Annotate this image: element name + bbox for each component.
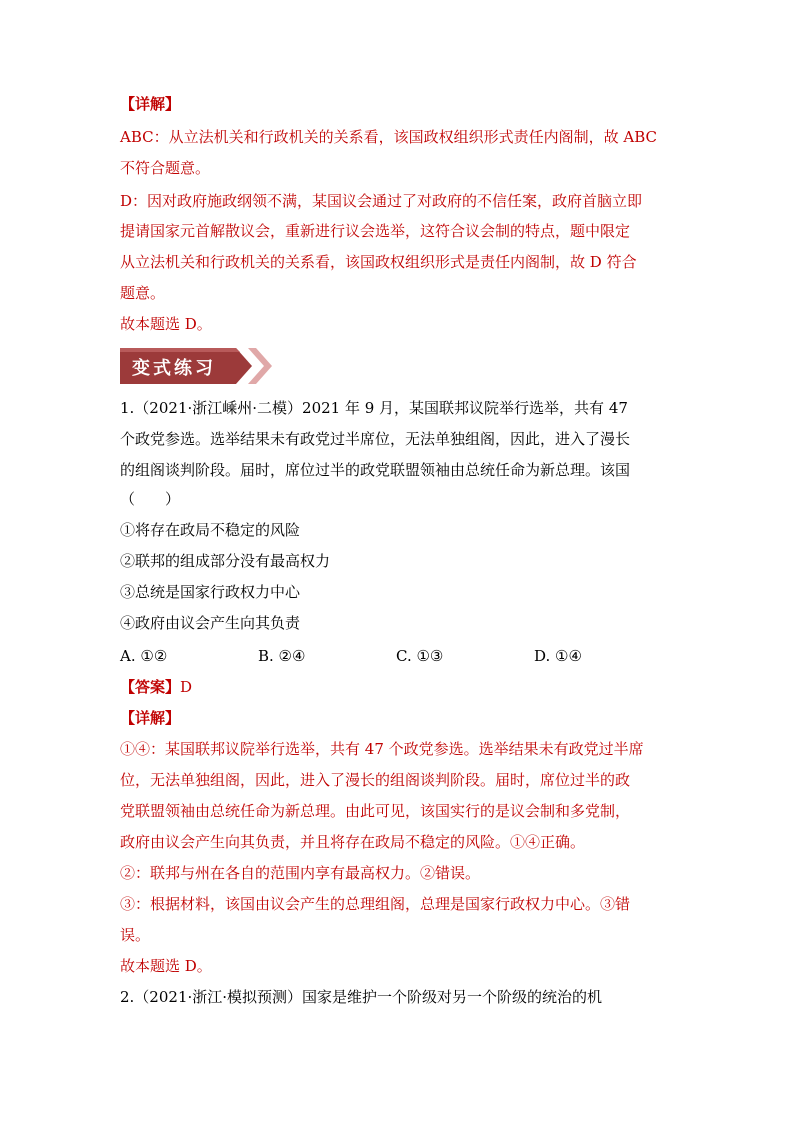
q1-option-d: D. ①④ xyxy=(534,647,582,665)
q1-statement: ④政府由议会产生向其负责 xyxy=(120,614,301,632)
q1-answer-heading: 【答案】 xyxy=(120,678,181,696)
prev-detail-line: 题意。 xyxy=(120,284,166,302)
prev-detail-line: ABC：从立法机关和行政机关的关系看，该国政权组织形式责任内阁制，故 ABC xyxy=(120,128,657,146)
prev-detail-line: 不符合题意。 xyxy=(120,159,211,177)
q1-answer-value: D xyxy=(180,678,193,696)
q1-stem-line: 1.（2021·浙江嵊州·二模）2021 年 9 月，某国联邦议院举行选举，共有 47 xyxy=(120,399,628,417)
q1-statement: ①将存在政局不稳定的风险 xyxy=(120,521,301,539)
prev-detail-heading: 【详解】 xyxy=(120,95,181,113)
q1-detail-line: 党联盟领袖由总统任命为新总理。由此可见，该国实行的是议会制和多党制， xyxy=(120,802,631,820)
prev-detail-line: 从立法机关和行政机关的关系看，该国政权组织形式是责任内阁制，故 D 符合 xyxy=(120,253,637,271)
q1-detail-line: 误。 xyxy=(120,926,151,944)
q1-statement: ②联邦的组成部分没有最高权力 xyxy=(120,552,331,570)
q1-option-a: A. ①② xyxy=(120,647,168,665)
q1-conclusion: 故本题选 D。 xyxy=(120,957,212,975)
q1-statement: ③总统是国家行政权力中心 xyxy=(120,583,301,601)
q1-detail-line: 政府由议会产生向其负责，并且将存在政局不稳定的风险。①④正确。 xyxy=(120,833,586,851)
q1-detail-line: ③：根据材料，该国由议会产生的总理组阁，总理是国家行政权力中心。③错 xyxy=(120,895,631,913)
prev-detail-line: D：因对政府施政纲领不满，某国议会通过了对政府的不信任案，政府首脑立即 xyxy=(120,192,643,210)
section-banner-label: 变式练习 xyxy=(132,358,216,379)
q1-detail-heading: 【详解】 xyxy=(120,709,181,727)
q1-detail-line: ②：联邦与州在各自的范围内享有最高权力。②错误。 xyxy=(120,864,481,882)
q1-stem-line: 的组阁谈判阶段。届时，席位过半的政党联盟领袖由总统任命为新总理。该国 xyxy=(120,461,631,479)
q1-option-c: C. ①③ xyxy=(396,647,444,665)
q2-stem-line: 2.（2021·浙江·模拟预测）国家是维护一个阶级对另一个阶级的统治的机 xyxy=(120,988,603,1006)
q1-stem-line: （ ） xyxy=(120,490,181,508)
q1-option-b: B. ②④ xyxy=(258,647,306,665)
section-banner xyxy=(120,348,272,384)
q1-answer-row xyxy=(120,676,192,698)
q1-detail-line: 位，无法单独组阁，因此，进入了漫长的组阁谈判阶段。届时，席位过半的政 xyxy=(120,771,631,789)
q1-stem-line: 个政党参选。选举结果未有政党过半席位，无法单独组阁，因此，进入了漫长 xyxy=(120,430,631,448)
prev-conclusion: 故本题选 D。 xyxy=(120,315,212,333)
q1-detail-line: ①④：某国联邦议院举行选举，共有 47 个政党参选。选举结果未有政党过半席 xyxy=(120,740,644,758)
prev-detail-line: 提请国家元首解散议会，重新进行议会选举，这符合议会制的特点，题中限定 xyxy=(120,222,631,240)
